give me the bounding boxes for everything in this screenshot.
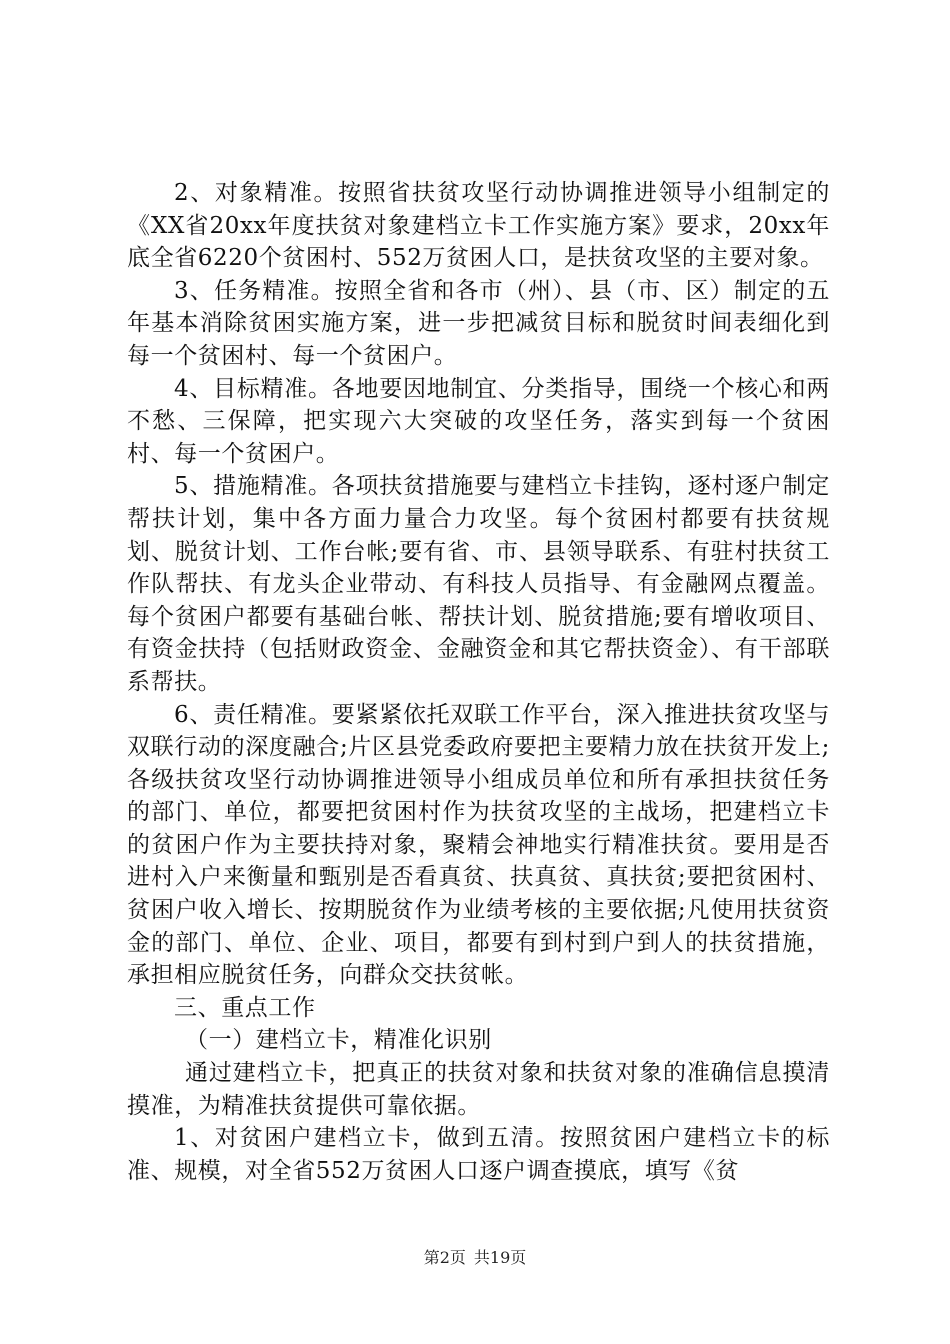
paragraph-target-precision: 2、对象精准。按照省扶贫攻坚行动协调推进领导小组制定的《XX省20xx年度扶贫对象建档立卡工作实施方案》要求，20xx年底全省6220个贫困村、552万贫困人口，是扶贫攻坚的主要对象。 xyxy=(127,180,830,272)
section-heading-key-work: 三、重点工作 xyxy=(174,994,316,1021)
paragraph-responsibility-precision: 6、责任精准。要紧紧依托双联工作平台，深入推进扶贫攻坚与双联行动的深度融合;片区县党委政府要把主要精力放在扶贫开发上;各级扶贫攻坚行动协调推进领导小组成员单位和所有承担扶贫任务的部门、单位，都要把贫困村作为扶贫攻坚的主战场，把建档立卡的贫困户作为主要扶持对象，聚精会神地实行精准扶贫。要用是否进村入户来衡量和甄别是否看真贫、扶真贫、真扶贫;要把贫困村、贫困户收入增长、按期脱贫作为业绩考核的主要依据;凡使用扶贫资金的部门、单位、企业、项目，都要有到村到户到人的扶贫措施，承担相应脱贫任务，向群众交扶贫帐。 xyxy=(127,701,830,989)
document-body xyxy=(127,177,830,1187)
paragraph-task-precision: 3、任务精准。按照全省和各市（州）、县（市、区）制定的五年基本消除贫困实施方案，进一步把减贫目标和脱贫时间表细化到每一个贫困村、每一个贫困户。 xyxy=(127,277,830,369)
paragraph-measure-precision: 5、措施精准。各项扶贫措施要与建档立卡挂钩，逐村逐户制定帮扶计划，集中各方面力量合力攻坚。每个贫困村都要有扶贫规划、脱贫计划、工作台帐;要有省、市、县领导联系、有驻村扶贫工作队帮扶、有龙头企业带动、有科技人员指导、有金融网点覆盖。每个贫困户都要有基础台帐、帮扶计划、脱贫措施;要有增收项目、有资金扶持（包括财政资金、金融资金和其它帮扶资金）、有干部联系帮扶。 xyxy=(127,473,830,695)
paragraph-registration-intro: 通过建档立卡，把真正的扶贫对象和扶贫对象的准确信息摸清摸准，为精准扶贫提供可靠依据。 xyxy=(127,1060,830,1119)
page-footer xyxy=(0,1245,950,1268)
subsection-heading-registration: （一）建档立卡，精准化识别 xyxy=(185,1027,492,1054)
paragraph-household-registration: 1、对贫困户建档立卡，做到五清。按照贫困户建档立卡的标准、规模，对全省552万贫困人口逐户调查摸底，填写《贫 xyxy=(127,1125,830,1184)
page-number: 第2页 xyxy=(423,1248,466,1267)
page-total: 共19页 xyxy=(473,1248,527,1267)
paragraph-goal-precision: 4、目标精准。各地要因地制宜、分类指导，围绕一个核心和两不愁、三保障，把实现六大突破的攻坚任务，落实到每一个贫困村、每一个贫困户。 xyxy=(127,375,830,467)
